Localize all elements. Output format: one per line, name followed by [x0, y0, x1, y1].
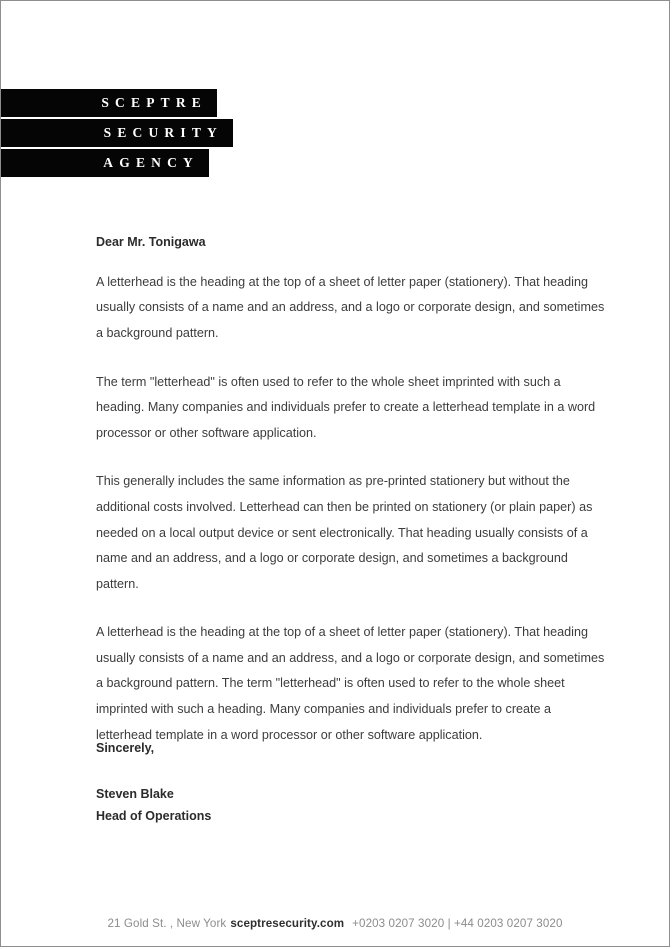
- page-footer: [1, 917, 669, 930]
- body-paragraph-2: The term "letterhead" is often used to refer to the whole sheet imprinted with such a heading. Many companies and individuals prefer to create a letterhead template in a word processor or other software application.: [96, 374, 596, 440]
- logo-bar-sceptre: [0, 89, 217, 117]
- closing-salutation: Sincerely,: [96, 741, 155, 755]
- body-paragraph-3: This generally includes the same information as pre-printed stationery but without the additional costs involved. Letterhead can then be printed on stationery (or plain paper) as needed on a local output device or sent electronically. That heading usually consists of a name and an address, and a logo or corporate design, and sometimes a background pattern.: [96, 474, 593, 591]
- logo-bar-security: [0, 119, 233, 147]
- footer-phones: +0203 0207 3020 | +44 0203 0207 3020: [352, 917, 563, 930]
- salutation: Dear Mr. Tonigawa: [96, 235, 206, 249]
- logo-line-sceptre: SCEPTRE: [101, 95, 207, 111]
- company-logo: [0, 89, 300, 179]
- letter-body: [96, 233, 608, 748]
- body-paragraph-4: A letterhead is the heading at the top of a sheet of letter paper (stationery). That heading usually consists of a name and an address, and a logo or corporate design, and sometimes a background pattern. The term "letterhead" is often used to refer to the whole sheet imprinted with such a heading. Many companies and individuals prefer to create a letterhead template in a word processor or other software application.: [96, 625, 605, 742]
- signer-name: Steven Blake: [96, 787, 174, 801]
- footer-address: 21 Gold St. , New York: [107, 917, 227, 930]
- logo-bar-agency: [0, 149, 209, 177]
- logo-line-agency: AGENCY: [103, 155, 199, 171]
- signer-title: Head of Operations: [96, 809, 212, 823]
- signature-block: [96, 737, 496, 827]
- footer-website[interactable]: sceptresecurity.com: [230, 917, 345, 930]
- logo-line-security: SECURITY: [103, 125, 223, 141]
- body-paragraph-1: A letterhead is the heading at the top of a sheet of letter paper (stationery). That heading usually consists of a name and an address, and a logo or corporate design, and sometimes a background pattern.: [96, 274, 605, 340]
